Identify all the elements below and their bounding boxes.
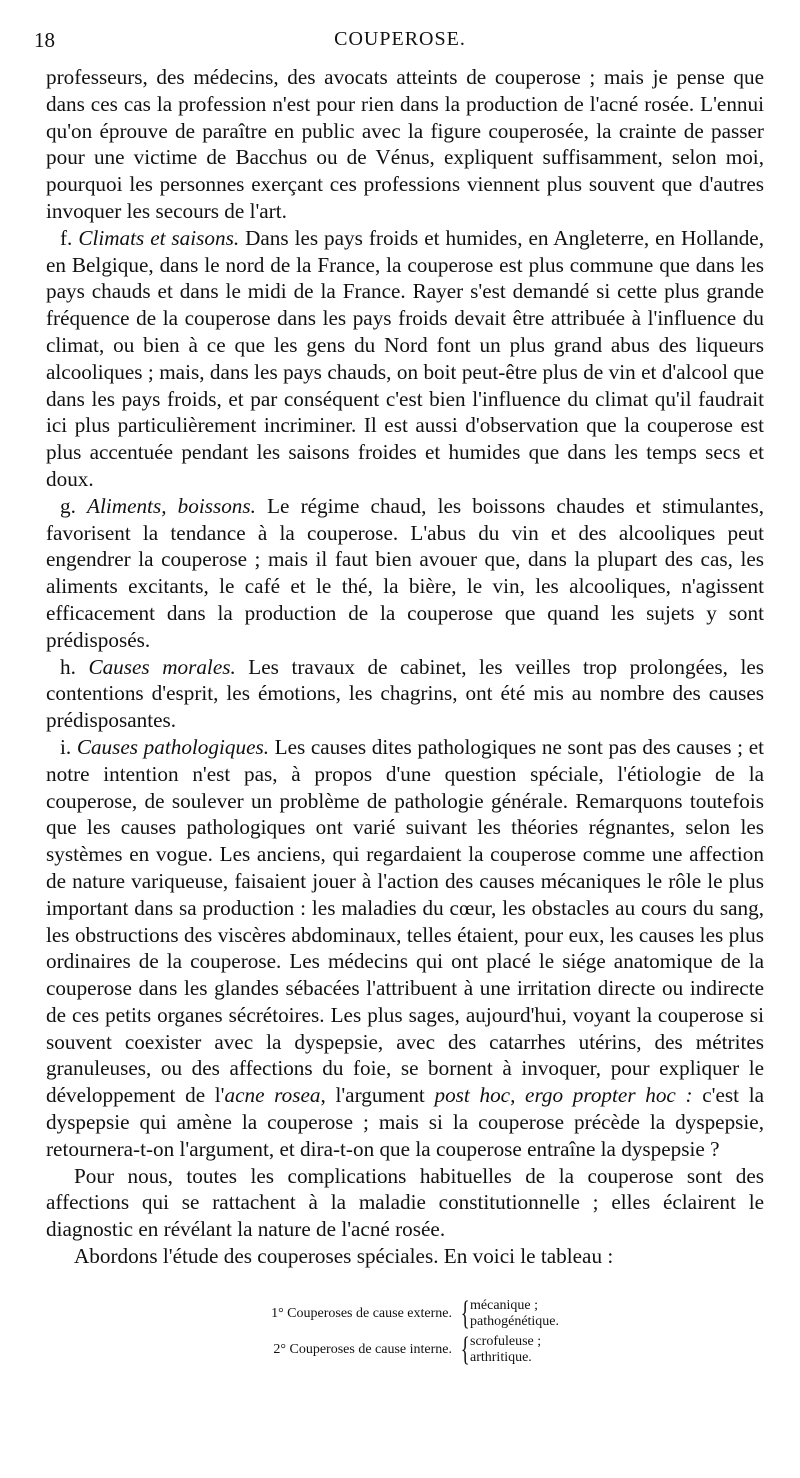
table-row-label: 1° Couperoses de cause externe. bbox=[271, 1306, 452, 1321]
text-run: , l'argument bbox=[320, 1083, 435, 1108]
text-run: Le régime chaud, les boissons chaudes et stimulantes, favorisent la tendance à la couperose. L'abus du vin et des alcooliques peut engendrer la couperose ; mais il faut bien avouer que, dans la plupart des cas, les aliments excitants, le café et le thé, la bière, le vin, les alcooliques, n'agissent efficacement dans la production de la couperose que quand les sujets y sont prédisposés. bbox=[46, 493, 765, 652]
text-run: i. bbox=[60, 734, 77, 759]
body-text bbox=[46, 64, 764, 1270]
table-row bbox=[230, 1295, 650, 1332]
table-row-items bbox=[470, 1298, 559, 1330]
left-brace-icon: { bbox=[460, 1295, 470, 1332]
italic-run: Climats et saisons. bbox=[78, 225, 240, 250]
page-number: 18 bbox=[34, 28, 55, 52]
classification-table bbox=[230, 1295, 650, 1370]
text-run: h. bbox=[60, 654, 89, 679]
paragraph-continuation bbox=[46, 64, 764, 225]
paragraph-causes-morales bbox=[46, 654, 764, 734]
italic-run: post hoc, ergo propter hoc : bbox=[434, 1083, 693, 1108]
paragraph-climats-saisons bbox=[46, 225, 764, 493]
table-item: arthritique. bbox=[470, 1350, 532, 1365]
page-header bbox=[34, 28, 766, 58]
table-item: mécanique ; bbox=[470, 1298, 539, 1313]
running-title: COUPEROSE. bbox=[334, 28, 466, 50]
text-run: Abordons l'étude des couperoses spéciales. En voici le tableau : bbox=[74, 1244, 614, 1269]
table-item: pathogénétique. bbox=[470, 1314, 560, 1329]
italic-run: Aliments, boissons. bbox=[87, 493, 256, 518]
table-row-label: 2° Couperoses de cause interne. bbox=[273, 1342, 452, 1357]
paragraph-aliments-boissons bbox=[46, 493, 764, 654]
text-run: Pour nous, toutes les complications habituelles de la couperose sont des affections qui se rattachent à la maladie constitutionnelle ; elles éclairent le diagnostic en révélant la nature de l'acné rosée. bbox=[46, 1163, 764, 1242]
text-run: c'est la dyspepsie qui amène la couperose ; mais si la couperose précède la dyspepsie, retournera-t-on l'argument, et dira-t-on que la couperose entraîne la dyspepsie ? bbox=[46, 1083, 764, 1161]
table-row bbox=[230, 1331, 650, 1368]
text-run: f. bbox=[60, 225, 79, 250]
text-run: Les travaux de cabinet, les veilles trop prolongées, les contentions d'esprit, les émotions, les chagrins, ont été mis au nombre des causes prédisposantes. bbox=[46, 654, 764, 733]
paragraph-tableau-intro bbox=[46, 1243, 764, 1270]
text-run: g. bbox=[60, 493, 88, 518]
text-run: Les causes dites pathologiques ne sont pas des causes ; et notre intention n'est pas, à propos d'une question spéciale, l'étiologie de la couperose, de soulever un problème de pathologie générale. Remarquons toutefois que les causes pathologiques ont varié suivant les théories régnantes, selon les systèmes en vogue. Les anciens, qui regardaient la couperose comme une affection de nature variqueuse, faisaient jouer à l'action des causes mécaniques le rôle le plus important dans sa production : les maladies du cœur, les obstacles au cours du sang, les obstructions des viscères abdominaux, telles étaient, pour eux, les causes les plus ordinaires de la couperose. Les médecins qui ont placé le siége anatomique de la couperose dans les glandes sébacées l'attribuent à une irritation directe ou indirecte de ces petits organes sécrétoires. Les plus sages, aujourd'hui, voyant la couperose si souvent coexister avec la dyspepsie, avec des catarrhes utérins, des métrites granuleuses, ou des affections du foie, se bornent à invoquer, pour expliquer le développement de l' bbox=[46, 734, 764, 1108]
paragraph-causes-pathologiques bbox=[46, 734, 764, 1163]
italic-run: Causes pathologiques. bbox=[76, 734, 270, 759]
table-item: scrofuleuse ; bbox=[470, 1334, 542, 1349]
italic-run: acne rosea bbox=[224, 1083, 321, 1108]
italic-run: Causes morales. bbox=[88, 654, 236, 679]
paragraph-complications bbox=[46, 1163, 764, 1243]
text-run: professeurs, des médecins, des avocats atteints de couperose ; mais je pense que dans ces cas la profession n'est pour rien dans la production de l'acné rosée. L'ennui qu'on éprouve de paraître en public avec la figure couperosée, la crainte de passer pour une victime de Bacchus ou de Vénus, expliquent suffisamment, selon moi, pourquoi les personnes exerçant ces professions viennent plus souvent que d'autres invoquer les secours de l'art. bbox=[46, 65, 764, 223]
left-brace-icon: { bbox=[460, 1331, 470, 1368]
text-run: Dans les pays froids et humides, en Angleterre, en Hollande, en Belgique, dans le nord de la France, la couperose est plus commune que dans les pays chauds et dans le midi de la France. Rayer s'est demandé si cette plus grande fréquence de la couperose dans les pays froids devait être attribuée à l'influence du climat, ou bien à ce que les gens du Nord font un plus grand abus des liqueurs alcooliques ; mais, dans les pays chauds, on boit peut-être plus de vin et d'alcool que dans les pays froids, et par conséquent c'est bien l'influence du climat qu'il faudrait ici plus particulièrement incriminer. Il est aussi d'observation que la couperose est plus accentuée pendant les saisons froides et humides que dans les temps secs et doux. bbox=[46, 225, 764, 491]
table-row-items bbox=[470, 1334, 541, 1366]
